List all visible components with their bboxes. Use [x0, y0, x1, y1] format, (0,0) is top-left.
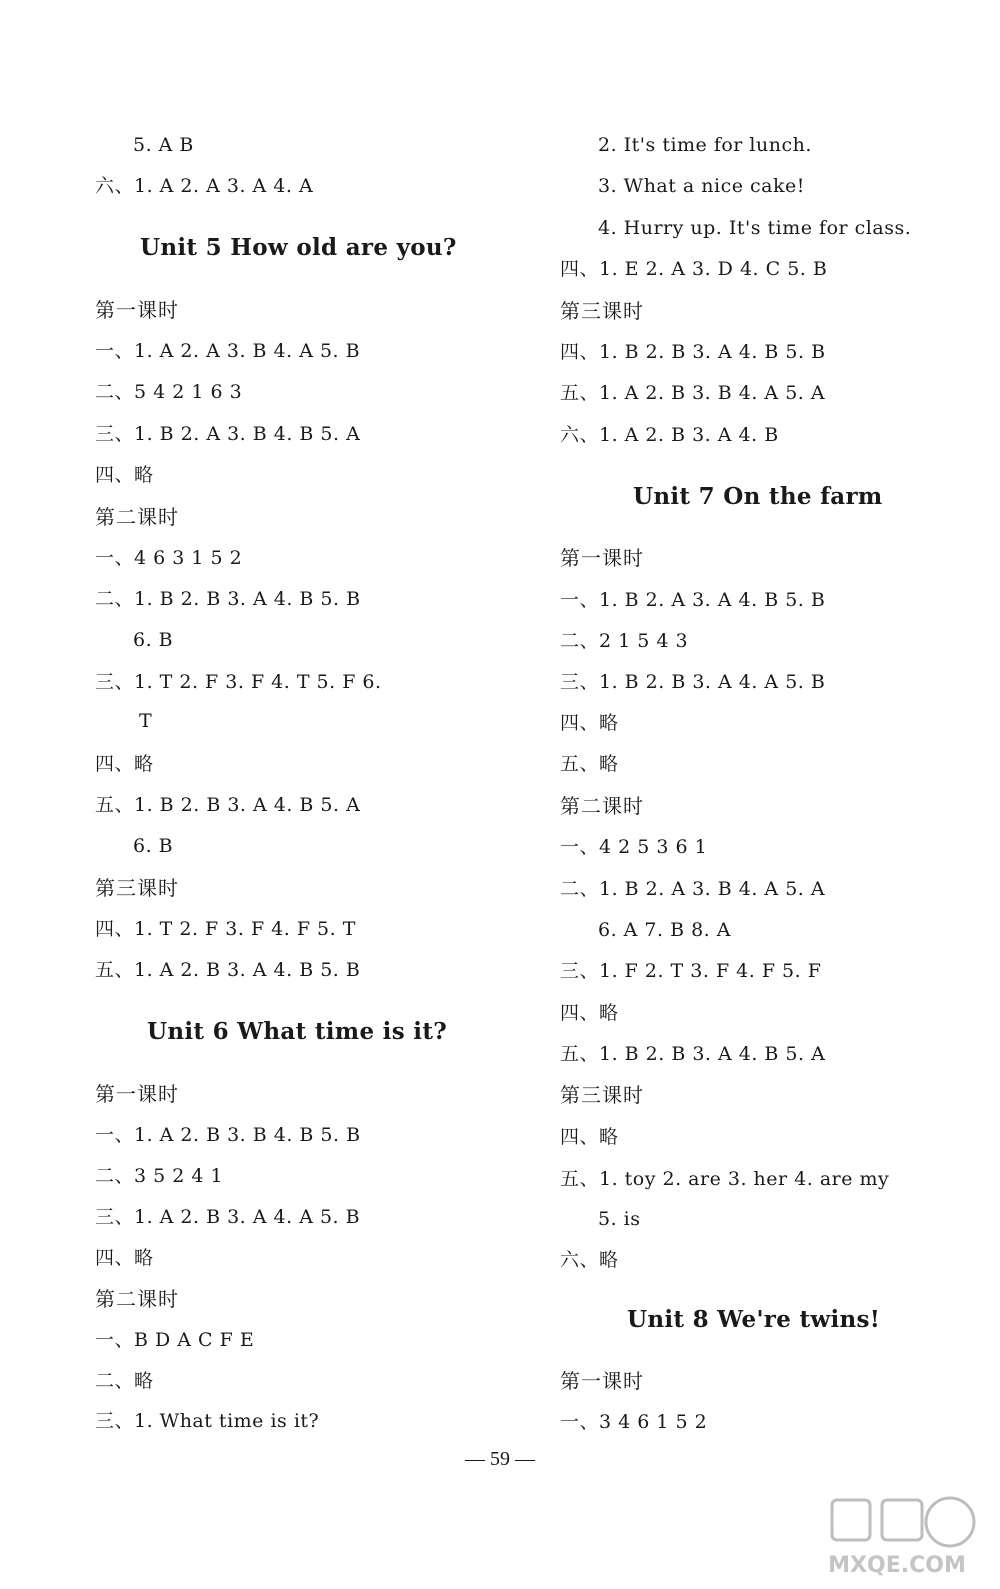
answer-line: 一、1. A 2. A 3. B 4. A 5. B — [95, 340, 361, 362]
answer-line: 6. B — [133, 835, 174, 857]
answer-line: 四、略 — [560, 1002, 619, 1024]
answer-line: 5. is — [598, 1208, 641, 1230]
answer-line: 一、B D A C F E — [95, 1329, 255, 1351]
answer-line: 五、1. toy 2. are 3. her 4. are my — [560, 1168, 890, 1190]
answer-line: 六、1. A 2. B 3. A 4. B — [560, 424, 779, 446]
answer-line: 五、1. B 2. B 3. A 4. B 5. A — [95, 794, 361, 816]
answer-line: 四、1. B 2. B 3. A 4. B 5. B — [560, 341, 826, 363]
lesson-heading: 第一课时 — [560, 1369, 644, 1393]
answer-line: 一、4 6 3 1 5 2 — [95, 547, 243, 569]
answer-line: 5. A B — [133, 134, 194, 156]
answer-line: 二、3 5 2 4 1 — [95, 1165, 224, 1187]
unit-heading: Unit 5 How old are you? — [140, 234, 457, 261]
answer-line: 二、5 4 2 1 6 3 — [95, 381, 243, 403]
lesson-heading: 第一课时 — [95, 298, 179, 322]
answer-line: 二、1. B 2. B 3. A 4. B 5. B — [95, 588, 361, 610]
lesson-heading: 第一课时 — [95, 1082, 179, 1106]
answer-line: 3. What a nice cake! — [598, 175, 805, 197]
answer-line: 四、略 — [560, 712, 619, 734]
unit-heading: Unit 7 On the farm — [633, 483, 883, 510]
answer-line: 三、1. A 2. B 3. A 4. A 5. B — [95, 1206, 361, 1228]
watermark-text: MXQE.COM — [828, 1553, 966, 1578]
answer-line: 六、1. A 2. A 3. A 4. A — [95, 175, 314, 197]
lesson-heading: 第二课时 — [95, 505, 179, 529]
answer-line: 一、4 2 5 3 6 1 — [560, 836, 708, 858]
answer-line: 三、1. What time is it? — [95, 1410, 320, 1432]
lesson-heading: 第三课时 — [95, 876, 179, 900]
answer-line: 四、略 — [560, 1126, 619, 1148]
answer-line: 一、3 4 6 1 5 2 — [560, 1411, 708, 1433]
unit-heading: Unit 6 What time is it? — [147, 1018, 448, 1045]
lesson-heading: 第一课时 — [560, 546, 644, 570]
answer-line: 四、略 — [95, 464, 154, 486]
answer-line: 四、1. T 2. F 3. F 4. F 5. T — [95, 918, 356, 940]
answer-line: 五、1. A 2. B 3. B 4. A 5. A — [560, 382, 826, 404]
answer-line: 三、1. F 2. T 3. F 4. F 5. F — [560, 960, 822, 982]
lesson-heading: 第三课时 — [560, 299, 644, 323]
answer-line: 6. A 7. B 8. A — [598, 919, 731, 941]
answer-line: 二、略 — [95, 1370, 154, 1392]
answer-line: 五、1. B 2. B 3. A 4. B 5. A — [560, 1043, 826, 1065]
watermark-icon — [812, 1482, 982, 1582]
answer-line: 一、1. B 2. A 3. A 4. B 5. B — [560, 589, 826, 611]
unit-heading: Unit 8 We're twins! — [627, 1306, 881, 1333]
lesson-heading: 第二课时 — [95, 1287, 179, 1311]
answer-line: 三、1. B 2. B 3. A 4. A 5. B — [560, 671, 826, 693]
answer-line: 四、略 — [95, 1247, 154, 1269]
answer-line: 四、略 — [95, 753, 154, 775]
watermark-logo — [812, 1482, 982, 1582]
lesson-heading: 第三课时 — [560, 1083, 644, 1107]
answer-line: 4. Hurry up. It's time for class. — [598, 217, 912, 239]
answer-line: 三、1. B 2. A 3. B 4. B 5. A — [95, 423, 361, 445]
answer-line: 二、1. B 2. A 3. B 4. A 5. A — [560, 878, 826, 900]
answer-line: 2. It's time for lunch. — [598, 134, 812, 156]
answer-line: 三、1. T 2. F 3. F 4. T 5. F 6. — [95, 671, 382, 693]
answer-line: 6. B — [133, 629, 174, 651]
answer-line: T — [139, 710, 153, 732]
answer-line: 四、1. E 2. A 3. D 4. C 5. B — [560, 258, 828, 280]
answer-line: 五、1. A 2. B 3. A 4. B 5. B — [95, 959, 361, 981]
page-number: — 59 — — [465, 1448, 535, 1470]
answer-line: 一、1. A 2. B 3. B 4. B 5. B — [95, 1124, 361, 1146]
answer-line: 六、略 — [560, 1249, 619, 1271]
lesson-heading: 第二课时 — [560, 794, 644, 818]
answer-line: 五、略 — [560, 753, 619, 775]
answer-line: 二、2 1 5 4 3 — [560, 630, 689, 652]
